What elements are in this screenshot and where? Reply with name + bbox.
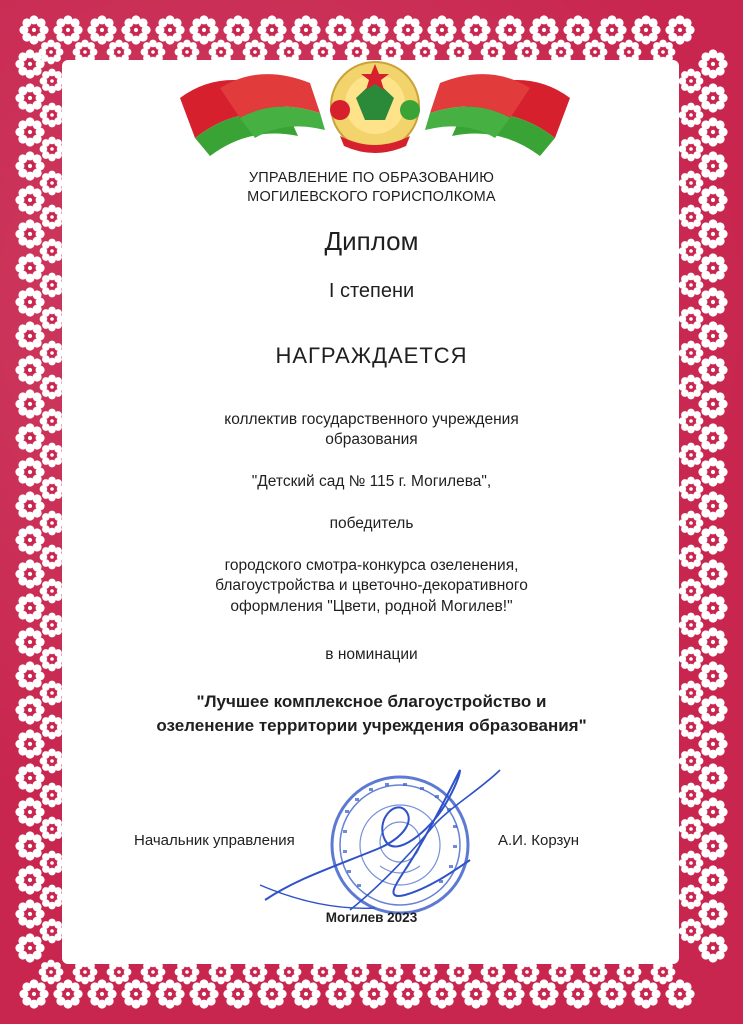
- recipient-name: "Детский сад № 115 г. Могилева",: [251, 473, 492, 490]
- diploma-degree: I степени: [328, 280, 415, 302]
- lace-rosette: [189, 15, 218, 44]
- signatory-name: А.И. Корзун: [498, 832, 580, 849]
- lace-rosette: [15, 933, 44, 962]
- lace-rosette: [461, 979, 490, 1008]
- lace-rosette: [631, 979, 660, 1008]
- lace-rosette: [223, 979, 252, 1008]
- lace-rosette: [679, 783, 704, 808]
- nomination-line-1: "Лучшее комплексное благоустройство и: [196, 692, 547, 711]
- lace-rosette: [15, 83, 44, 112]
- lace-rosette: [121, 15, 150, 44]
- lace-rosette: [40, 851, 65, 876]
- lace-rosette: [40, 103, 65, 128]
- lace-rosette: [427, 979, 456, 1008]
- lace-rosette: [393, 15, 422, 44]
- lace-rosette: [698, 661, 727, 690]
- lace-rosette: [698, 797, 727, 826]
- org-line-1: УПРАВЛЕНИЕ ПО ОБРАЗОВАНИЮ: [248, 170, 495, 186]
- lace-rosette: [698, 253, 727, 282]
- lace-rosette: [325, 15, 354, 44]
- lace-rosette: [698, 763, 727, 792]
- nomination-intro: в номинации: [325, 646, 418, 663]
- lace-rosette: [665, 15, 694, 44]
- lace-rosette: [461, 15, 490, 44]
- lace-rosette: [40, 885, 65, 910]
- lace-rosette: [529, 979, 558, 1008]
- winner-role: победитель: [329, 515, 414, 532]
- lace-rosette: [495, 15, 524, 44]
- lace-rosette: [40, 375, 65, 400]
- lace-rosette: [631, 15, 660, 44]
- lace-rosette: [679, 749, 704, 774]
- lace-rosette: [679, 885, 704, 910]
- contest-line-3: оформления "Цвети, родной Могилев!": [230, 598, 513, 615]
- lace-rosette: [40, 817, 65, 842]
- lace-rosette: [679, 69, 704, 94]
- lace-rosette: [679, 103, 704, 128]
- lace-rosette: [679, 137, 704, 162]
- awarded-heading: НАГРАЖДАЕТСЯ: [275, 343, 468, 368]
- lace-rosette: [563, 979, 592, 1008]
- belarus-coat-of-arms-icon: [180, 58, 570, 158]
- lace-rosette: [15, 253, 44, 282]
- lace-rosette: [39, 40, 64, 65]
- lace-rosette: [698, 117, 727, 146]
- lace-rosette: [427, 15, 456, 44]
- lace-rosette: [291, 979, 320, 1008]
- lace-rosette: [597, 979, 626, 1008]
- lace-rosette: [15, 117, 44, 146]
- lace-rosette: [40, 749, 65, 774]
- lace-rosette: [155, 15, 184, 44]
- lace-rosette: [40, 137, 65, 162]
- lace-rosette: [597, 15, 626, 44]
- lace-rosette: [393, 979, 422, 1008]
- lace-rosette: [679, 375, 704, 400]
- lace-rosette: [189, 979, 218, 1008]
- lace-rosette: [87, 979, 116, 1008]
- lace-rosette: [563, 15, 592, 44]
- lace-rosette: [40, 69, 65, 94]
- lace-rosette: [698, 865, 727, 894]
- lace-rosette: [257, 979, 286, 1008]
- lace-rosette: [291, 15, 320, 44]
- lace-rosette: [15, 865, 44, 894]
- lace-rosette: [679, 307, 704, 332]
- signatory-position: Начальник управления: [134, 832, 295, 849]
- lace-rosette: [665, 979, 694, 1008]
- lace-rosette: [155, 979, 184, 1008]
- recipient-line-2: образования: [325, 431, 418, 448]
- lace-rosette: [359, 979, 388, 1008]
- lace-rosette: [40, 783, 65, 808]
- nomination-line-2: озеленение территории учреждения образования": [156, 716, 587, 735]
- diploma-title: Диплом: [324, 226, 419, 256]
- lace-rosette: [325, 979, 354, 1008]
- lace-rosette: [529, 15, 558, 44]
- lace-rosette: [223, 15, 252, 44]
- contest-line-1: городского смотра-конкурса озеленения,: [224, 557, 519, 574]
- lace-rosette: [359, 15, 388, 44]
- org-line-2: МОГИЛЕВСКОГО ГОРИСПОЛКОМА: [247, 189, 496, 205]
- lace-rosette: [121, 979, 150, 1008]
- lace-rosette: [698, 831, 727, 860]
- lace-rosette: [698, 49, 727, 78]
- lace-rosette: [679, 817, 704, 842]
- lace-rosette: [19, 15, 48, 44]
- lace-rosette: [15, 661, 44, 690]
- lace-rosette: [19, 979, 48, 1008]
- lace-rosette: [257, 15, 286, 44]
- lace-rosette: [39, 960, 64, 985]
- lace-rosette: [698, 933, 727, 962]
- lace-rosette: [40, 307, 65, 332]
- lace-rosette: [15, 831, 44, 860]
- recipient-line-1: коллектив государственного учреждения: [224, 411, 519, 428]
- lace-rosette: [53, 15, 82, 44]
- lace-rosette: [87, 15, 116, 44]
- lace-rosette: [698, 83, 727, 112]
- lace-rosette: [15, 797, 44, 826]
- city-year: Могилев 2023: [325, 910, 418, 925]
- lace-rosette: [495, 979, 524, 1008]
- contest-line-2: благоустройства и цветочно-декоративного: [215, 577, 528, 594]
- lace-rosette: [15, 763, 44, 792]
- lace-rosette: [53, 979, 82, 1008]
- lace-rosette: [679, 851, 704, 876]
